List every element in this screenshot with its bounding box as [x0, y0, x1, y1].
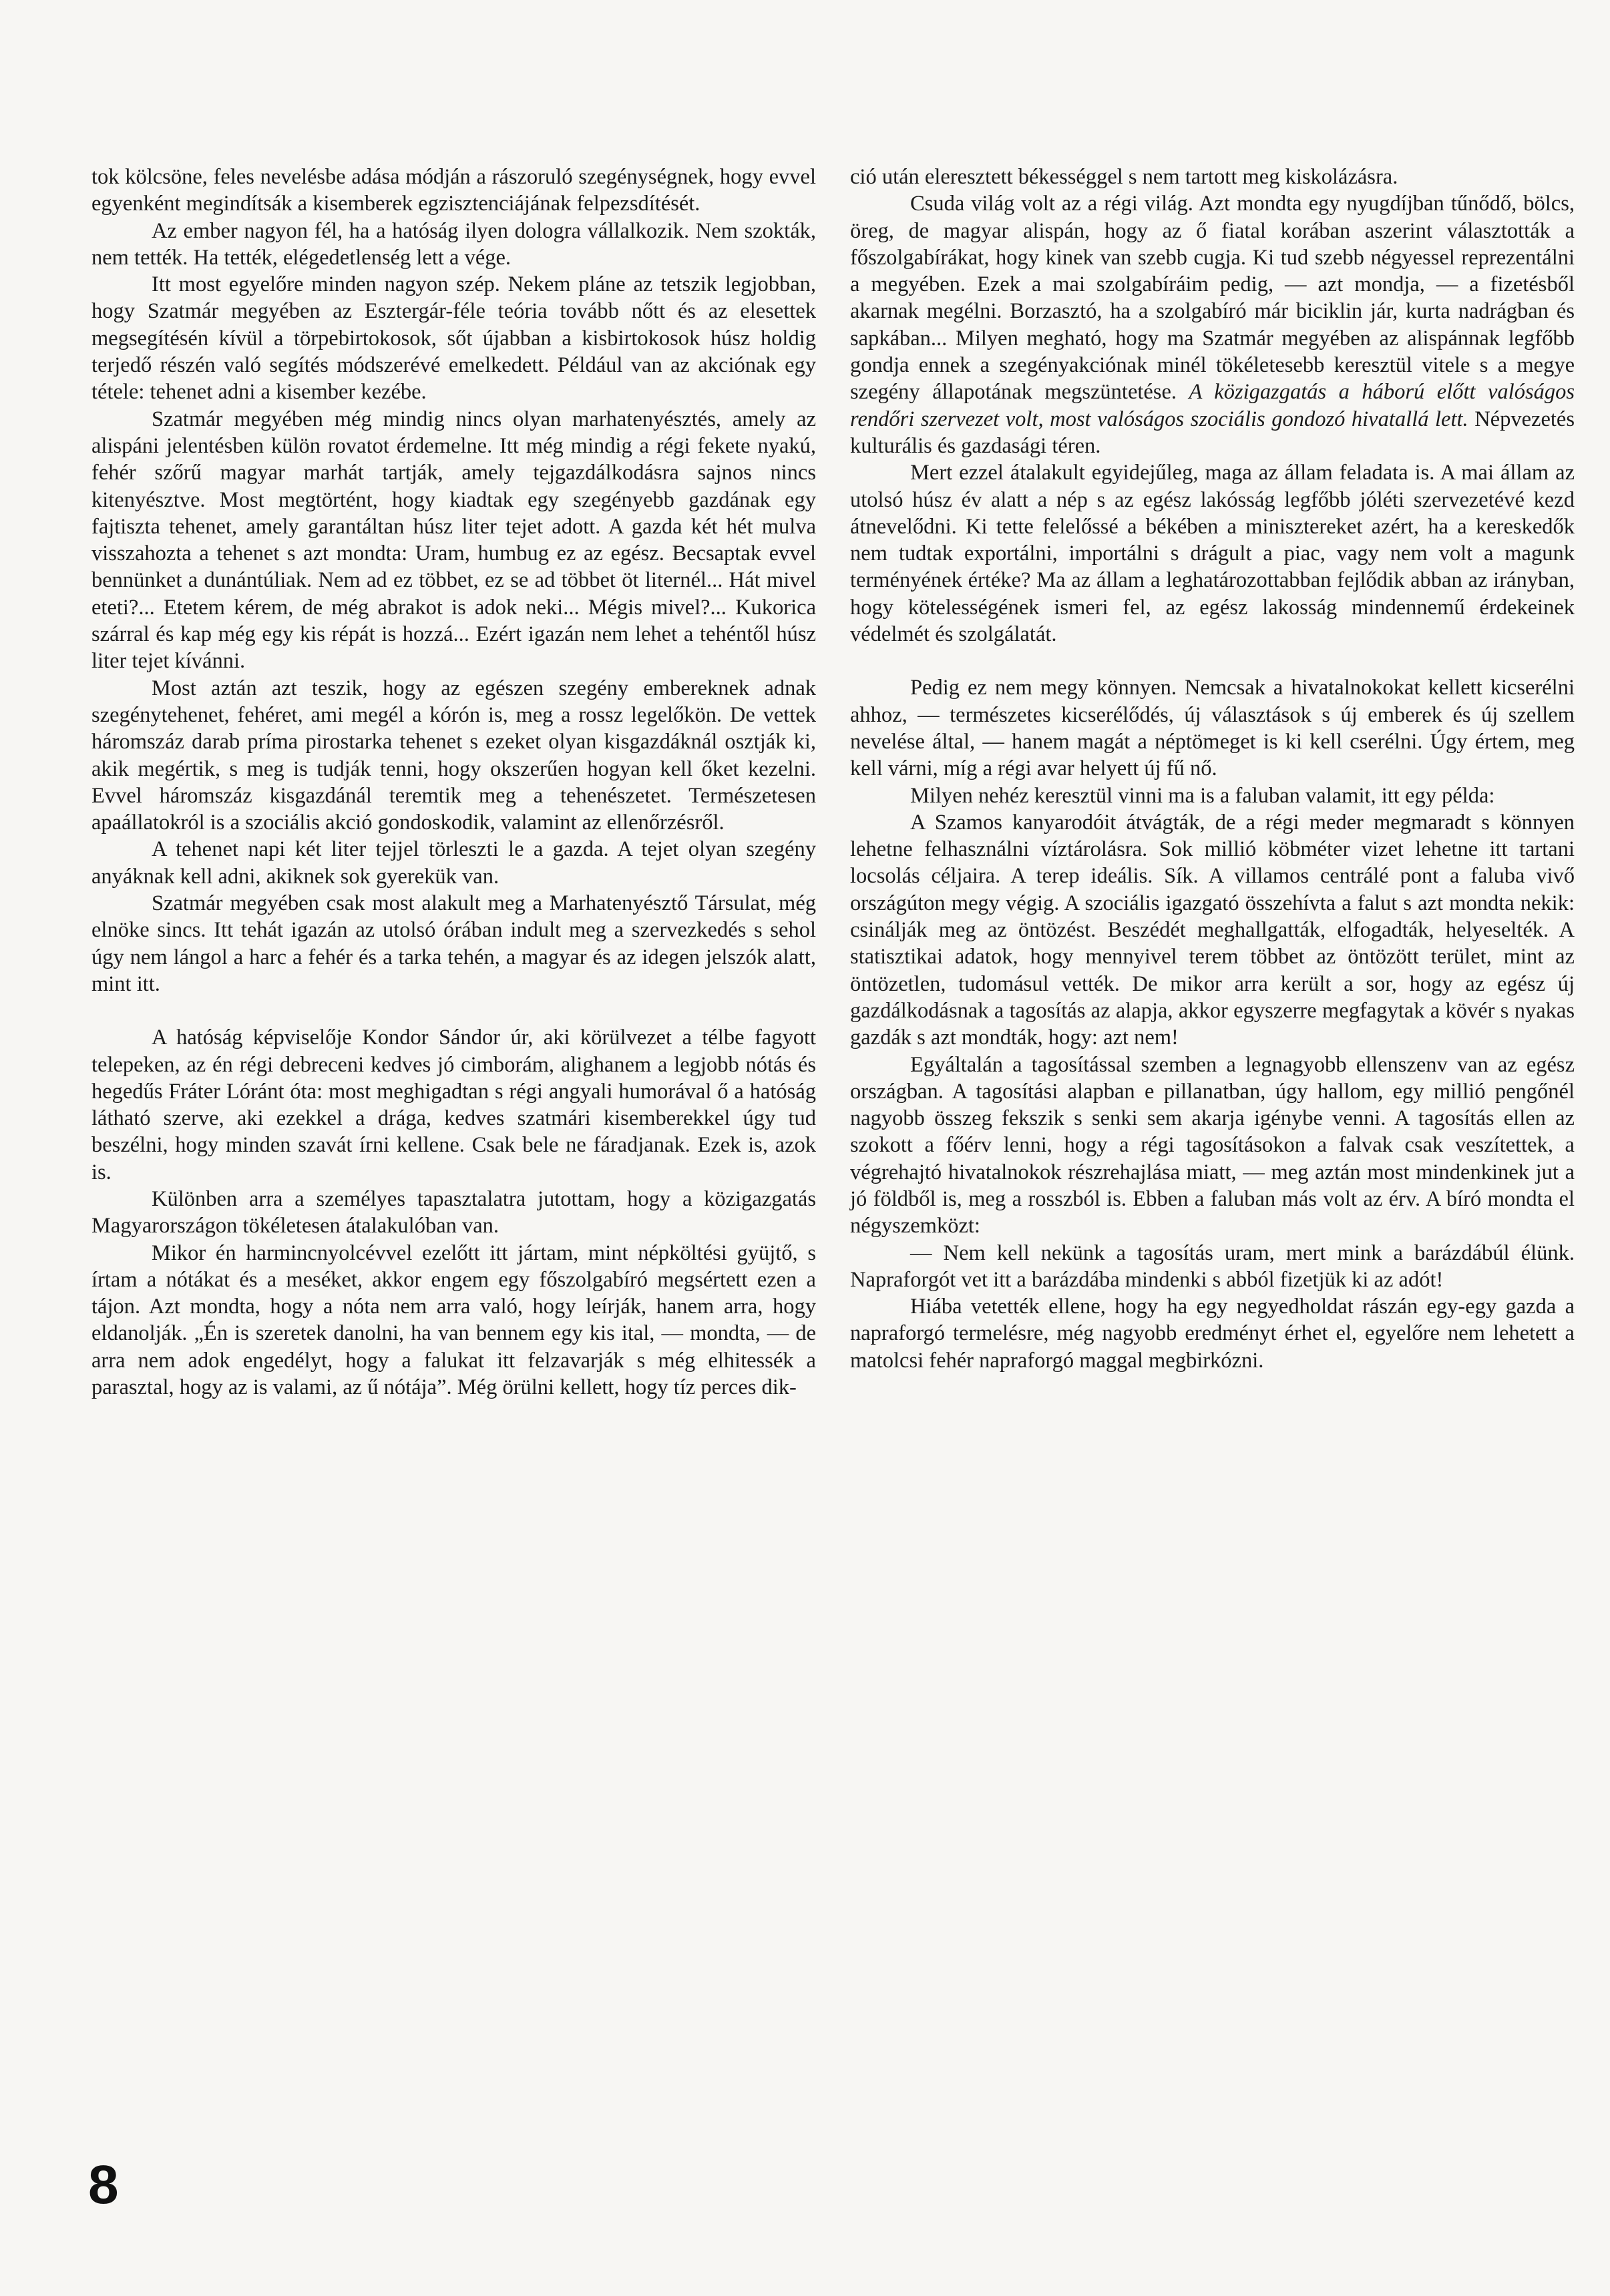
paragraph: Milyen nehéz keresztül vinni ma is a faluban valamit, itt egy példa: [910, 783, 1495, 808]
right-column [850, 164, 1575, 1374]
paragraph: Hiába vetették ellene, hogy ha egy negyedholdat rászán egy-egy gazda a napraforgó termelésre, még nagyobb eredményt érhet el, egyelőre nem lehetett a matolcsi fehér napraforgó maggal megbirkózni. [850, 1295, 1575, 1373]
quoted-speech: — Nem kell nekünk a tagosítás uram, mert mink a barázdábúl élünk. Napraforgót vet itt a barázdába mindenki s abból fizetjük ki az adót! [850, 1240, 1575, 1292]
paragraph: A hatóság képviselője Kondor Sándor úr, aki körülvezet a télbe fagyott telepeken, az én régi debreceni kedves jó cimborám, alighanem a legjobb nótás és hegedűs Fráter Lóránt óta: most meghigadtan s régi angyali humorával ő a hatóság látható szerve, aki ezekkel a drága, kedves szatmári kisemberekkel úgy tud beszélni, hogy minden szavát írni kellene. Csak bele ne fáradjanak. Ezek is, azok is. [91, 1025, 816, 1184]
left-column [91, 164, 816, 1401]
paragraph: Az ember nagyon fél, ha a hatóság ilyen dologra vállalkozik. Nem szokták, nem tették. Ha tették, elégedetlenség lett a vége. [91, 218, 816, 270]
paragraph [850, 190, 1575, 459]
paragraph: A Szamos kanyarodóit átvágták, de a régi meder megmaradt s könnyen lehetne felhasználni víztárolásra. Sok millió köbméter vizet lehetne itt tartani locsolás céljaira. A terep ideális. Sík. A villamos centrálé pont a faluba vivő országúton megy végig. A szociális igazgató összehívta a falut s azt mondta nekik: csinálják meg az öntözést. Beszédét meghallgatták, elfogadták, helyeselték. A statisztikai adatok, hogy mennyivel terem többet az öntözött terület, mint az öntözetlen, tudomásul vették. De mikor arra került a sor, hogy az egész új gazdálkodásnak a tagosítás az alapja, akkor egyszerre megfagytak a kövér s nyakas gazdák s azt mondták, hogy: azt nem! [850, 810, 1575, 1050]
paragraph: Most aztán azt teszik, hogy az egészen szegény embereknek adnak szegénytehenet, fehéret, ami megél a kórón is, meg a rossz legelőkön. De vettek háromszáz darab príma pirostarka tehenet s ezeket olyan kisgazdáknál osztják ki, akik megértik, s meg is tudják tenni, hogy okszerűen hogyan kell őket kezelni. Evvel háromszáz kisgazdánál teremtik meg a tehenészetet. Természetesen apaállatokról is a szociális akció gondoskodik, valamint az ellenőrzésről. [91, 676, 816, 835]
paragraph: Különben arra a személyes tapasztalatra jutottam, hogy a közigazgatás Magyarországon tökéletesen átalakulóban van. [91, 1186, 816, 1238]
italic-emphasis: A közigazgatás a háború előtt valóságos rendőri szervezet volt, most valóságos szociális gondozó hivatallá lett. [850, 380, 1575, 431]
paragraph: Szatmár megyében még mindig nincs olyan marhatenyésztés, amely az alispáni jelentésben külön rovatot érdemelne. Itt még mindig a régi fekete nyakú, fehér szőrű magyar marhát tartják, amely tejgazdálkodásra sajnos nincs kitenyésztve. Most megtörtént, hogy kiadtak egy szegényebb gazdának egy fajtiszta tehenet, amely garantáltan húsz liter tejet adott. A gazda két hét mulva visszahozta a tehenet s azt mondta: Uram, humbug ez az egész. Becsaptak evvel bennünket a dunántúliak. Nem ad ez többet, ez se ad többet öt liternél... Hát mivel eteti?... Etetem kérem, de még abrakot is adok neki... Mégis mivel?... Kukorica szárral és kap még egy kis répát is hozzá... Ezért igazán nem lehet a tehéntől húsz liter tejet kívánni. [91, 407, 816, 674]
paragraph: Pedig ez nem megy könnyen. Nemcsak a hivatalnokokat kellett kicserélni ahhoz, — természetes kicserélődés, új választások s új emberek és új szellem nevelése által, — hanem magát a néptömeget is ki kell cserélni. Úgy értem, meg kell várni, míg a régi avar helyett új fű nő. [850, 676, 1575, 781]
page-number: 8 [88, 2154, 119, 2215]
paragraph-text: Csuda világ volt az a régi világ. Azt mondta egy nyugdíjban tűnődő, bölcs, öreg, de magyar alispán, hogy az ő fiatal korában aszerint választották a főszolgabírákat, hogy kinek van szebb cugja. Ki tud szebb négyessel reprezentálni a megyében. Ezek a mai szolgabíráim pedig, — azt mondja, — a fizetésből akarnak megélni. Borzasztó, ha a szolgabíró már biciklin jár, kurta nadrágban és sapkában... Milyen megható, hogy ma Szatmár megyében az alispánnak legfőbb gondja ennek a szegényakciónak minél tökéletesebb keresztül vitele s a megye szegény állapotának megszüntetése. [850, 192, 1575, 405]
paragraph: tok kölcsöne, feles nevelésbe adása módján a rászoruló szegénységnek, hogy evvel egyenként megindítsák a kisemberek egzisztenciájának felpezsdítését. [91, 165, 816, 216]
paragraph: Mert ezzel átalakult egyidejűleg, maga az állam feladata is. A mai állam az utolsó húsz év alatt a nép s az egész lakósság legfőbb jóléti szervezetévé kezd átnevelődni. Ki tette felelőssé a békében a minisztereket azért, ha a kereskedők nem tudtak exportálni, importálni s drágult a piac, vagy nem volt a magunk terményének értéke? Ma az állam a leghatározottabban fejlődik abban az irányban, hogy kötelességének ismeri fel, az egész lakosság mindennemű érdekeinek védelmét és szolgálatát. [850, 461, 1575, 647]
paragraph: A tehenet napi két liter tejjel törleszti le a gazda. A tejet olyan szegény anyáknak kell adni, akiknek sok gyerekük van. [91, 837, 816, 889]
paragraph: Szatmár megyében csak most alakult meg a Marhatenyésztő Társulat, még elnöke sincs. Itt tehát igazán az utolsó órában indult meg a szervezkedés s sehol úgy nem lángol a harc a fehér és a tarka tehén, a magyar és az idegen jelszók alatt, mint itt. [91, 891, 816, 996]
paragraph: ció után eleresztett békességgel s nem tartott meg kiskolázásra. [850, 165, 1398, 189]
paragraph-text: Népvezetés kulturális és gazdasági téren. [850, 407, 1575, 458]
paragraph: Mikor én harmincnyolcévvel ezelőtt itt jártam, mint népköltési gyüjtő, s írtam a nótákat és a meséket, akkor engem egy főszolgabíró megsértett ezen a tájon. Azt mondta, hogy a nóta nem arra való, hogy leírják, hanem arra, hogy eldanolják. „Én is szeretek danolni, ha van bennem egy kis ital, — mondta, — de arra nem adok engedélyt, hogy a falukat itt felzavarják s még elhitessék a parasztal, hogy az is valami, az ű nótája”. Még örülni kellett, hogy tíz perces dik- [91, 1240, 816, 1400]
paragraph: Itt most egyelőre minden nagyon szép. Nekem pláne az tetszik legjobban, hogy Szatmár megyében az Esztergár-féle teória tovább nőtt és az elesettek megsegítésén kívül a törpebirtokosok, sőt újabban a kisbirtokosok húsz holdig terjedő részén való segítés módszerévé emelkedett. Például van az akciónak egy tétele: tehenet adni a kisember kezébe. [91, 272, 816, 405]
paragraph: Egyáltalán a tagosítással szemben a legnagyobb ellenszenv van az egész országban. A tagosítási alapban e pillanatban, úgy hallom, egy millió pengőnél nagyobb összeg fekszik s senki sem akarja igénybe venni. A tagosítás ellen az szokott a főérv lenni, hogy a régi tagosításokon a falvak csak veszítettek, a végrehajtó hivatalnokok részrehajlása miatt, — meg aztán most mindenkinek jut a jó földből is, meg a rosszból is. Ebben a faluban más volt az érv. A bíró mondta el négyszemközt: [850, 1052, 1575, 1238]
